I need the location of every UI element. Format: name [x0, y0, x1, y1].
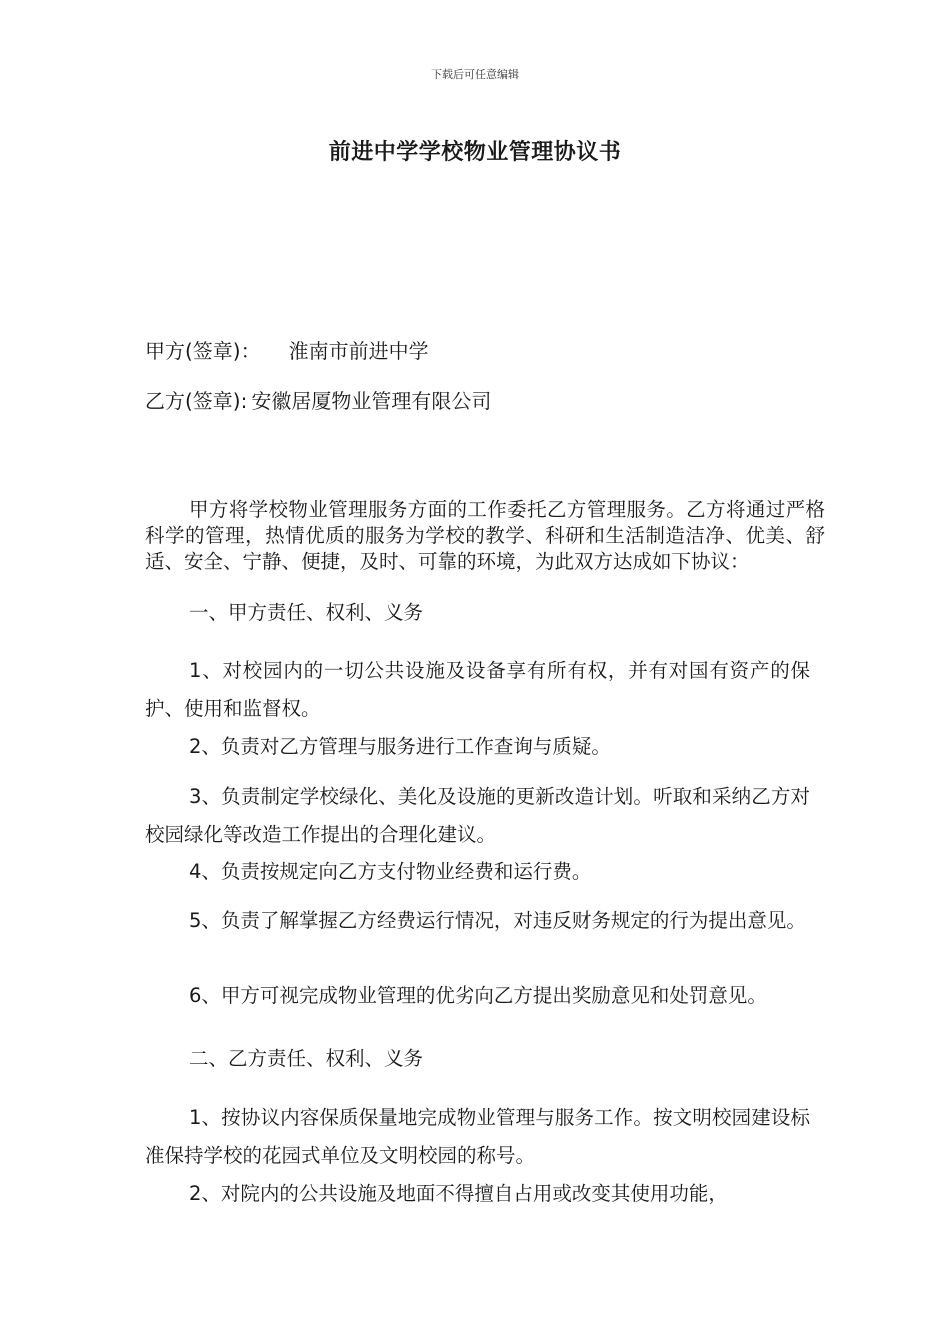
- intro-paragraph: 甲方将学校物业管理服务方面的工作委托乙方管理服务。乙方将通过严格科学的管理，热情优质的服务为学校的教学、科研和生活制造洁净、优美、舒适、安全、宁静、便捷，及时、可靠的环境，为此双方达成如下协议：: [145, 498, 825, 573]
- item-number: 2: [189, 735, 202, 758]
- section-a-item: [145, 902, 810, 940]
- item-text: 、负责了解掌握乙方经费运行情况，对违反财务规定的行为提出意见。: [201, 909, 806, 932]
- section-b-item: [145, 1175, 810, 1213]
- section-a-heading: 一、甲方责任、权利、义务: [189, 601, 424, 624]
- section-a-item: [145, 778, 810, 854]
- section-b-item: [145, 1099, 810, 1175]
- party-a-label: 甲方(签章)：: [145, 339, 261, 363]
- item-number: 4: [189, 860, 202, 883]
- item-text: 、按协议内容保质保量地完成物业管理与服务工作。按文明校园建设标准保持学校的花园式单位及文明校园的称号。: [145, 1106, 810, 1167]
- party-b-line: [145, 385, 491, 414]
- party-b-name: 安徽居厦物业管理有限公司: [251, 389, 492, 413]
- item-text: 、负责对乙方管理与服务进行工作查询与质疑。: [201, 735, 611, 758]
- section-a-item: [145, 652, 810, 728]
- item-number: 1: [189, 659, 202, 682]
- item-number: 1: [189, 1106, 202, 1129]
- item-number: 6: [189, 984, 202, 1007]
- item-text: 、甲方可视完成物业管理的优劣向乙方提出奖励意见和处罚意见。: [201, 984, 767, 1007]
- party-b-label: 乙方(签章):: [145, 389, 248, 413]
- section-a-item: [145, 853, 810, 891]
- header-note: 下载后可任意编辑: [431, 68, 519, 81]
- item-number: 3: [189, 785, 202, 808]
- item-text: 、对校园内的一切公共设施及设备享有所有权，并有对国有资产的保护、使用和监督权。: [145, 659, 810, 720]
- party-a-name: 淮南市前进中学: [288, 339, 429, 363]
- item-text: 、对院内的公共设施及地面不得擅自占用或改变其使用功能，: [201, 1182, 728, 1205]
- item-text: 、负责制定学校绿化、美化及设施的更新改造计划。听取和采纳乙方对校园绿化等改造工作提出的合理化建议。: [145, 785, 810, 846]
- section-b-heading: 二、乙方责任、权利、义务: [189, 1047, 424, 1070]
- party-a-line: [145, 335, 429, 364]
- document-title: 前进中学学校物业管理协议书: [328, 140, 622, 165]
- item-number: 2: [189, 1182, 202, 1205]
- item-text: 、负责按规定向乙方支付物业经费和运行费。: [201, 860, 592, 883]
- section-a-item: [145, 728, 810, 766]
- section-a-item: [145, 977, 810, 1015]
- item-number: 5: [189, 909, 202, 932]
